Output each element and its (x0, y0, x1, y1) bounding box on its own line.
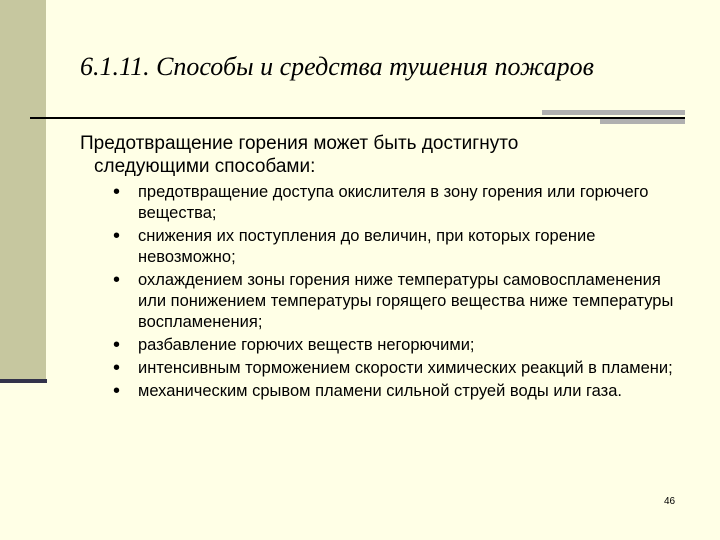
list-item (113, 182, 693, 224)
intro-line-2: следующими способами: (94, 156, 316, 177)
title-rule (30, 117, 685, 119)
bullet-icon: • (113, 181, 121, 203)
list-item (113, 358, 693, 379)
title-rule-grey-bottom (600, 119, 685, 124)
list-item (113, 335, 693, 356)
left-decorative-bar (0, 0, 46, 380)
bullet-text: охлаждением зоны горения ниже температуры самовоспламенения или понижением температуры горящего вещества ниже температуры воспламенения; (138, 271, 674, 331)
list-item (113, 270, 693, 333)
title-rule-grey-top (542, 110, 685, 115)
bullet-icon: • (113, 269, 121, 291)
slide-title: 6.1.11. Способы и средства тушения пожаров (80, 52, 594, 81)
bullet-text: механическим срывом пламени сильной струей воды или газа. (138, 382, 622, 400)
list-item (113, 226, 693, 268)
list-item (113, 381, 693, 402)
bullet-text: снижения их поступления до величин, при которых горение невозможно; (138, 227, 596, 266)
bullet-text: интенсивным торможением скорости химических реакций в пламени; (138, 359, 673, 377)
bullet-text: предотвращение доступа окислителя в зону горения или горючего вещества; (138, 183, 649, 222)
bullet-icon: • (113, 334, 121, 356)
bullet-icon: • (113, 225, 121, 247)
intro-line-1: Предотвращение горения может быть достигнуто (80, 133, 519, 154)
bullet-icon: • (113, 380, 121, 402)
intro-text (80, 132, 690, 178)
left-decorative-line (0, 379, 47, 383)
page-number: 46 (664, 496, 676, 507)
bullet-icon: • (113, 357, 121, 379)
bullet-text: разбавление горючих веществ негорючими; (138, 336, 475, 354)
bullet-list (113, 182, 693, 404)
